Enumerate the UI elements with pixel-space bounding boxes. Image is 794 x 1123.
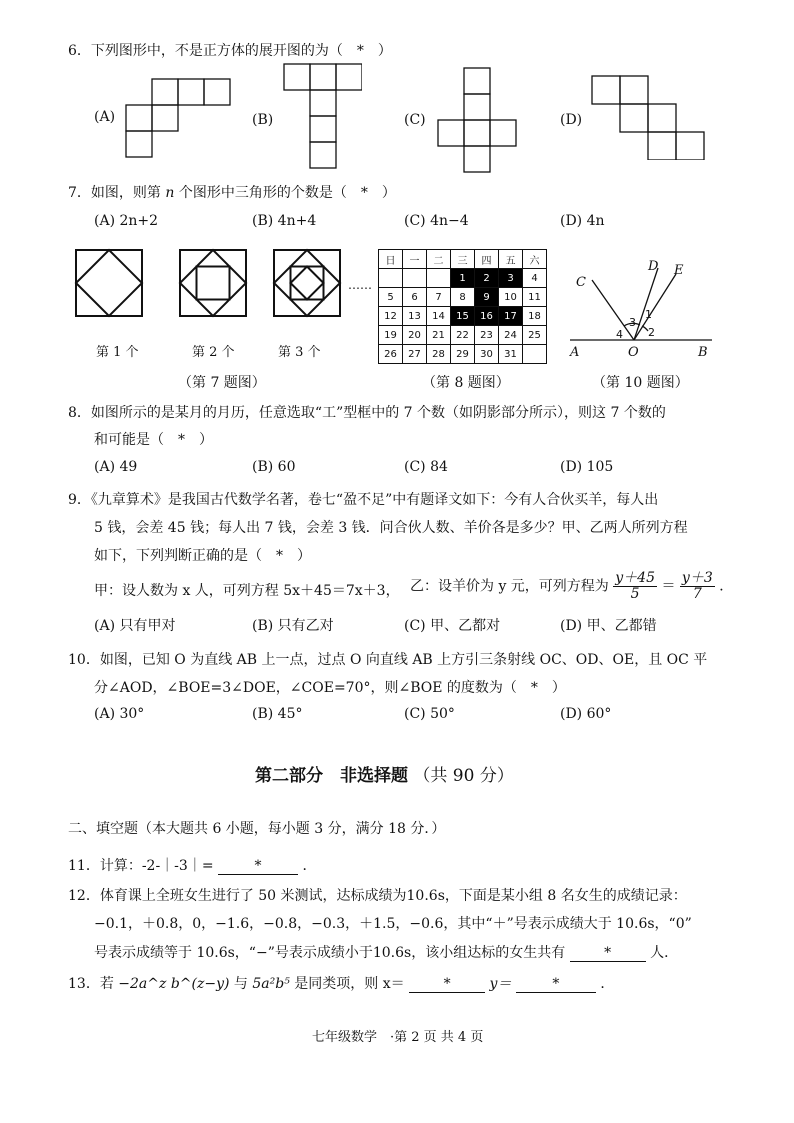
cal-cell: 29	[451, 345, 475, 364]
cal-cell: 13	[403, 307, 427, 326]
cal-cell: 12	[379, 307, 403, 326]
cal-cell: 19	[379, 326, 403, 345]
cal-cell: 24	[499, 326, 523, 345]
q11-answer-blank[interactable]: *	[218, 858, 298, 875]
q9-option-d: (D) 甲、乙都错	[560, 618, 657, 634]
q9-line1: 9．《九章算术》是我国古代数学名著，卷七“盈不足”中有题译文如下：今有人合伙买羊，每人出	[68, 492, 659, 508]
cal-cell: 28	[427, 345, 451, 364]
fig10-label-d: D	[648, 259, 659, 274]
q6-option-a-label: (A)	[94, 109, 116, 125]
q10-line1: 10．如图，已知 O 为直线 AB 上一点，过点 O 向直线 AB 上方引三条射线 OC、OD、OE，且 OC 平	[68, 652, 708, 668]
q9-fraction-2: $\frac{y+3}{7}$	[681, 570, 713, 602]
cal-cell: 10	[499, 288, 523, 307]
q6-option-d-net	[590, 74, 710, 160]
cal-cell-shaded: 15	[451, 307, 475, 326]
cal-cell: 7	[427, 288, 451, 307]
fig10-angle-3: 3	[629, 316, 636, 329]
fig10-angle-1: 1	[645, 308, 652, 321]
q9-line2: 5 钱，会差 45 钱；每人出 7 钱，会差 3 钱．问合伙人数、羊价各是多少？甲、乙两人所列方程	[94, 520, 688, 536]
cal-cell: 23	[475, 326, 499, 345]
cal-header-cell: 六	[523, 250, 547, 269]
fig8-calendar	[378, 249, 547, 364]
page-footer: 七年级数学 ·第 2 页 共 4 页	[312, 1030, 484, 1045]
fig7-caption: （第 7 题图）	[178, 375, 266, 391]
part2-heading: 第二部分 非选择题 （共 90 分）	[255, 766, 514, 786]
q6-option-b-label: (B)	[252, 112, 274, 128]
cal-cell	[523, 345, 547, 364]
cal-cell: 25	[523, 326, 547, 345]
q13-answer-blank-x[interactable]: *	[409, 976, 485, 993]
cal-cell-shaded: 9	[475, 288, 499, 307]
cal-cell: 22	[451, 326, 475, 345]
fig10-angle-4: 4	[616, 328, 623, 341]
cal-cell-shaded: 2	[475, 269, 499, 288]
cal-header-cell: 四	[475, 250, 499, 269]
cal-cell: 30	[475, 345, 499, 364]
cal-header-cell: 一	[403, 250, 427, 269]
q12-line3: 号表示成绩等于 10.6s，“−”号表示成绩小于10.6s，该小组达标的女生共有 * 人．	[94, 945, 679, 961]
cal-cell: 18	[523, 307, 547, 326]
q7-option-a: (A) 2n+2	[94, 213, 159, 229]
q11: 11．计算：-2-｜-3｜= * ．	[68, 858, 317, 874]
q10-line2: 分∠AOD，∠BOE=3∠DOE，∠COE=70°，则∠BOE 的度数为（ * ）	[94, 680, 566, 696]
q8-option-c: (C) 84	[404, 459, 448, 475]
fig7-ellipsis: ……	[348, 278, 372, 292]
cal-header-cell: 二	[427, 250, 451, 269]
cal-cell: 4	[523, 269, 547, 288]
q13: 13．若 −2a^z b^(z−y) 与 5a²b⁵ 是同类项，则 x＝ * y＝ * ．	[68, 976, 615, 992]
q8-line2: 和可能是（ * ）	[94, 432, 213, 448]
q12-line2: −0.1，＋0.8，0，−1.6，−0.8，−0.3，＋1.5，−0.6，其中“＋”号表示成绩大于 10.6s，“0”	[94, 916, 692, 932]
cal-cell: 6	[403, 288, 427, 307]
section2-heading: 二、填空题（本大题共 6 小题，每小题 3 分，满分 18 分．）	[68, 821, 446, 837]
q9-option-b: (B) 只有乙对	[252, 618, 334, 634]
q10-option-b: (B) 45°	[252, 706, 303, 722]
cal-header-cell: 日	[379, 250, 403, 269]
q6-stem: 6．下列图形中，不是正方体的展开图的为（ * ）	[68, 43, 392, 59]
q9-yi: 乙：设羊价为 y 元，可列方程为 $\frac{y+45}{5}$ ＝ $\frac{y+3}{7}$ ．	[410, 570, 734, 602]
cal-cell: 27	[403, 345, 427, 364]
cal-cell: 8	[451, 288, 475, 307]
fig7-shape-2	[178, 248, 248, 318]
q7-option-d: (D) 4n	[560, 213, 605, 229]
q12-answer-blank[interactable]: *	[570, 945, 646, 962]
q13-answer-blank-y[interactable]: *	[516, 976, 596, 993]
cal-cell-shaded: 17	[499, 307, 523, 326]
cal-cell: 21	[427, 326, 451, 345]
q13-term1: −2a^z b^(z−y)	[118, 976, 230, 992]
q9-line3: 如下，下列判断正确的是（ * ）	[94, 548, 311, 564]
fig10-caption: （第 10 题图）	[592, 375, 689, 391]
q9-jia: 甲：设人数为 x 人，可列方程 5x＋45＝7x＋3，	[94, 583, 400, 599]
cal-cell	[427, 269, 451, 288]
cal-cell: 11	[523, 288, 547, 307]
q12-line1: 12．体育课上全班女生进行了 50 米测试，达标成绩为10.6s，下面是某小组 8 名女生的成绩记录：	[68, 888, 687, 904]
cal-header-cell: 五	[499, 250, 523, 269]
q10-option-d: (D) 60°	[560, 706, 612, 722]
cal-cell: 5	[379, 288, 403, 307]
q9-option-a: (A) 只有甲对	[94, 618, 176, 634]
q10-option-a: (A) 30°	[94, 706, 145, 722]
fig10-angles	[566, 254, 716, 362]
q6-option-a-net	[124, 78, 234, 160]
q10-option-c: (C) 50°	[404, 706, 455, 722]
fig10-label-c: C	[576, 275, 586, 290]
q7-option-c: (C) 4n−4	[404, 213, 469, 229]
q9-option-c: (C) 甲、乙都对	[404, 618, 501, 634]
fig7-shape-1	[74, 248, 144, 318]
q8-option-b: (B) 60	[252, 459, 296, 475]
fig7-shape-3	[272, 248, 342, 318]
cal-cell: 20	[403, 326, 427, 345]
q7-stem: 7．如图，则第 n 个图形中三角形的个数是（ * ）	[68, 185, 396, 201]
fig8-caption: （第 8 题图）	[422, 375, 510, 391]
cal-header-cell: 三	[451, 250, 475, 269]
cal-cell-shaded: 3	[499, 269, 523, 288]
cal-cell: 26	[379, 345, 403, 364]
q6-option-c-label: (C)	[404, 112, 426, 128]
fig10-label-a: A	[570, 345, 580, 360]
cal-cell: 14	[427, 307, 451, 326]
fig10-label-e: E	[674, 263, 684, 278]
cal-cell-shaded: 16	[475, 307, 499, 326]
q6-option-b-net	[282, 62, 362, 174]
q13-term2: 5a²b⁵	[252, 976, 290, 992]
q8-option-a: (A) 49	[94, 459, 138, 475]
cal-cell: 31	[499, 345, 523, 364]
q8-line1: 8．如图所示的是某月的月历，任意选取“工”型框中的 7 个数（如阴影部分所示），则这 7 个数的	[68, 405, 666, 421]
fig7-label-3: 第 3 个	[278, 345, 321, 360]
q8-option-d: (D) 105	[560, 459, 614, 475]
q6-option-d-label: (D)	[560, 112, 583, 128]
fig7-label-2: 第 2 个	[192, 345, 235, 360]
fig10-angle-2: 2	[648, 326, 655, 339]
q7-option-b: (B) 4n+4	[252, 213, 317, 229]
fig7-label-1: 第 1 个	[96, 345, 139, 360]
q6-option-c-net	[436, 66, 520, 176]
cal-cell-shaded: 1	[451, 269, 475, 288]
fig10-label-o: O	[628, 345, 639, 360]
q9-fraction-1: $\frac{y+45}{5}$	[615, 570, 655, 602]
fig10-label-b: B	[698, 345, 708, 360]
cal-cell	[403, 269, 427, 288]
cal-cell	[379, 269, 403, 288]
